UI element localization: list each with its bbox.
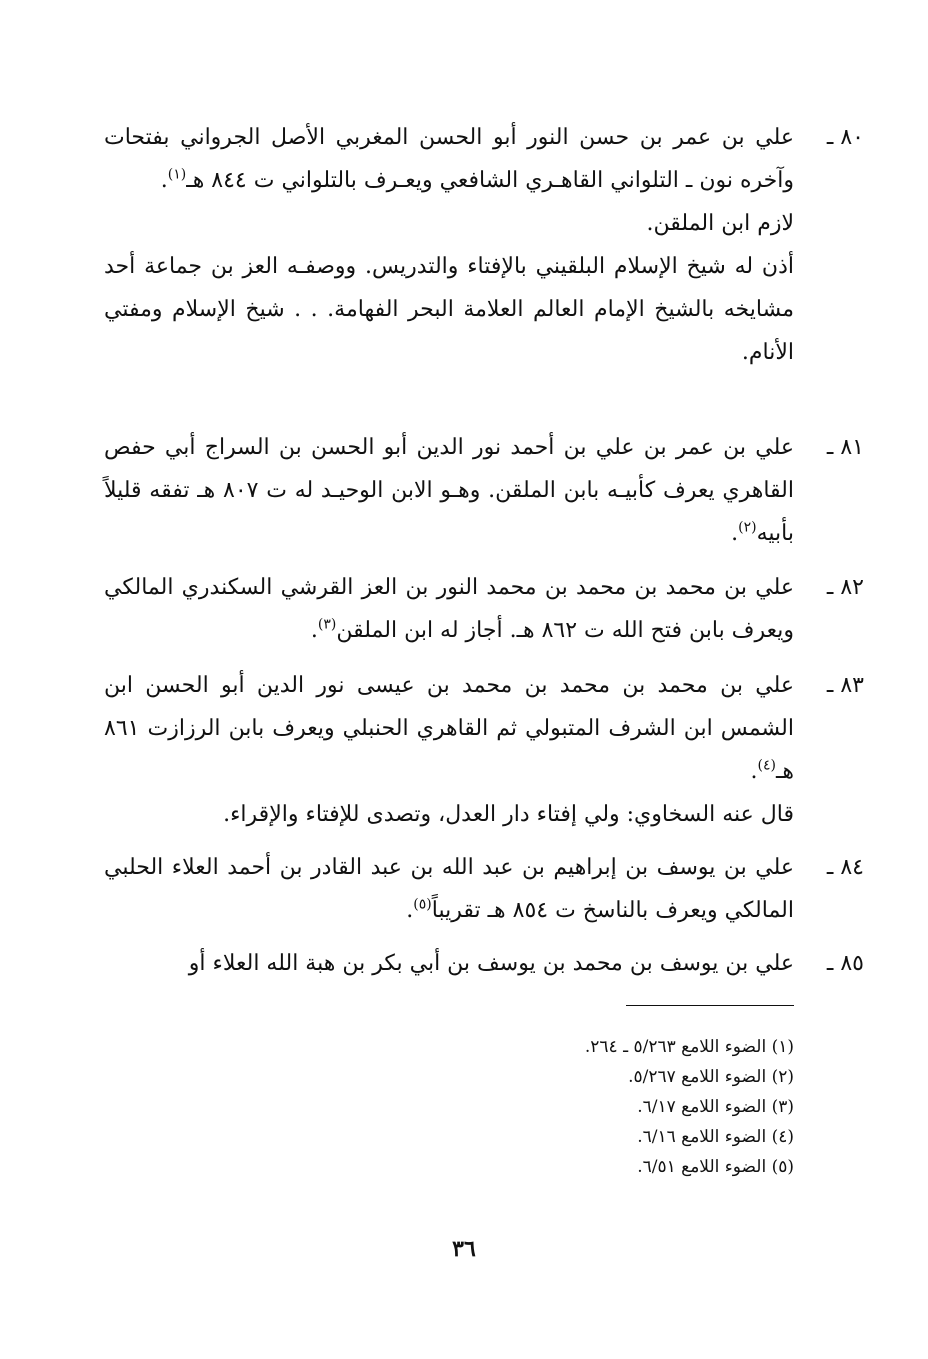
entry-tail: . <box>750 759 758 784</box>
entry-81 <box>104 426 864 555</box>
entry-line: علي بن يوسف بن محمد بن يوسف بن أبي بكر بن هبة الله العلاء أو <box>188 951 794 976</box>
entry-number: ٨٥ ـ <box>826 951 864 976</box>
entry-84 <box>104 846 864 932</box>
entry-number: ٨٠ ـ <box>826 125 864 150</box>
footnote-2: (٢) الضوء اللامع ٥/٢٦٧. <box>628 1067 794 1087</box>
entry-text <box>104 846 794 932</box>
entry-number: ٨٤ ـ <box>826 855 864 880</box>
footnote-3: (٣) الضوء اللامع ٦/١٧. <box>637 1097 794 1117</box>
entry-line: بفتحات وآخره نون ـ التلواني القاهـري الشافعي ويعـرف بالتلواني <box>104 125 794 193</box>
footnote-ref: (٤) <box>757 757 776 774</box>
footnote-divider <box>626 1005 794 1006</box>
entry-text <box>104 426 794 555</box>
entry-text <box>104 664 794 793</box>
entry-line: علي بن عمر بن علي بن أحمد نور الدين أبو الحسن بن السراج أبي حفص القاهري يعرف كأبيـه بابن الملقن. وهـو الابن الوحيـد له ت ٨٠٧ هـ تفقه قليلاً بأبيه <box>104 435 794 546</box>
entry-number: ٨١ ـ <box>826 435 864 460</box>
entry-83 <box>104 664 864 836</box>
footnote-5: (٥) الضوء اللامع ٦/٥١. <box>637 1157 794 1177</box>
entry-tail: . <box>406 898 414 923</box>
footnotes <box>294 1032 794 1182</box>
page-number: ٣٦ <box>452 1236 476 1262</box>
entry-line: علي بن يوسف بن إبراهيم بن عبد الله بن عبد القادر بن أحمد العلاء الحلبي المالكي ويعرف بالناسخ ت ٨٥٤ هـ تقريباً <box>104 855 794 923</box>
footnote-1: (١) الضوء اللامع ٥/٢٦٣ ـ ٢٦٤. <box>584 1037 794 1057</box>
entry-paragraph: قال عنه السخاوي: ولي إفتاء دار العدل، وتصدى للإفتاء والإقراء. <box>223 802 794 827</box>
entry-number: ٨٢ ـ <box>826 575 864 600</box>
footnote-ref: (٣) <box>317 616 337 633</box>
entry-tail: . <box>310 618 318 643</box>
entry-text <box>104 566 794 652</box>
entry-number: ٨٣ ـ <box>826 673 864 698</box>
entry-line: علي بن محمد بن محمد بن محمد بن عيسى نور الدين أبو الحسن ابن الشمس ابن الشرف المتبولي ثم القاهري الحنبلي ويعرف بابن الرزازت ٨٦١ هـ <box>104 673 794 784</box>
entry-tail: . <box>731 521 739 546</box>
entry-text <box>104 116 794 202</box>
entry-line: علي بن عمر بن حسن النور أبو الحسن المغربي الأصل الجرواني <box>180 125 794 150</box>
footnote-4: (٤) الضوء اللامع ٦/١٦. <box>637 1127 794 1147</box>
entry-tail: . <box>160 168 168 193</box>
entry-text <box>104 942 794 985</box>
footnote-ref: (٥) <box>413 896 432 913</box>
entry-paragraph: لازم ابن الملقن. <box>646 211 794 236</box>
entry-82 <box>104 566 864 652</box>
entry-85 <box>104 942 864 985</box>
entry-line: ت ٨٤٤ هـ <box>186 168 275 193</box>
entry-paragraph: أذن له شيخ الإسلام البلقيني بالإفتاء والتدريس. ووصفـه العز بن جماعة أحد مشايخه بالشيخ الإمام العالم العلامة البحر الفهامة. . . شيخ الإسلام ومفتي الأنام. <box>104 254 794 365</box>
entry-80 <box>104 116 864 374</box>
entry-line: علي بن محمد بن محمد بن محمد النور بن العز القرشي السكندري المالكي ويعرف بابن فتح الله ت ٨٦٢ هـ. أجاز له ابن الملقن <box>104 575 794 643</box>
footnote-ref: (٢) <box>738 519 757 536</box>
footnote-ref: (١) <box>167 166 187 183</box>
